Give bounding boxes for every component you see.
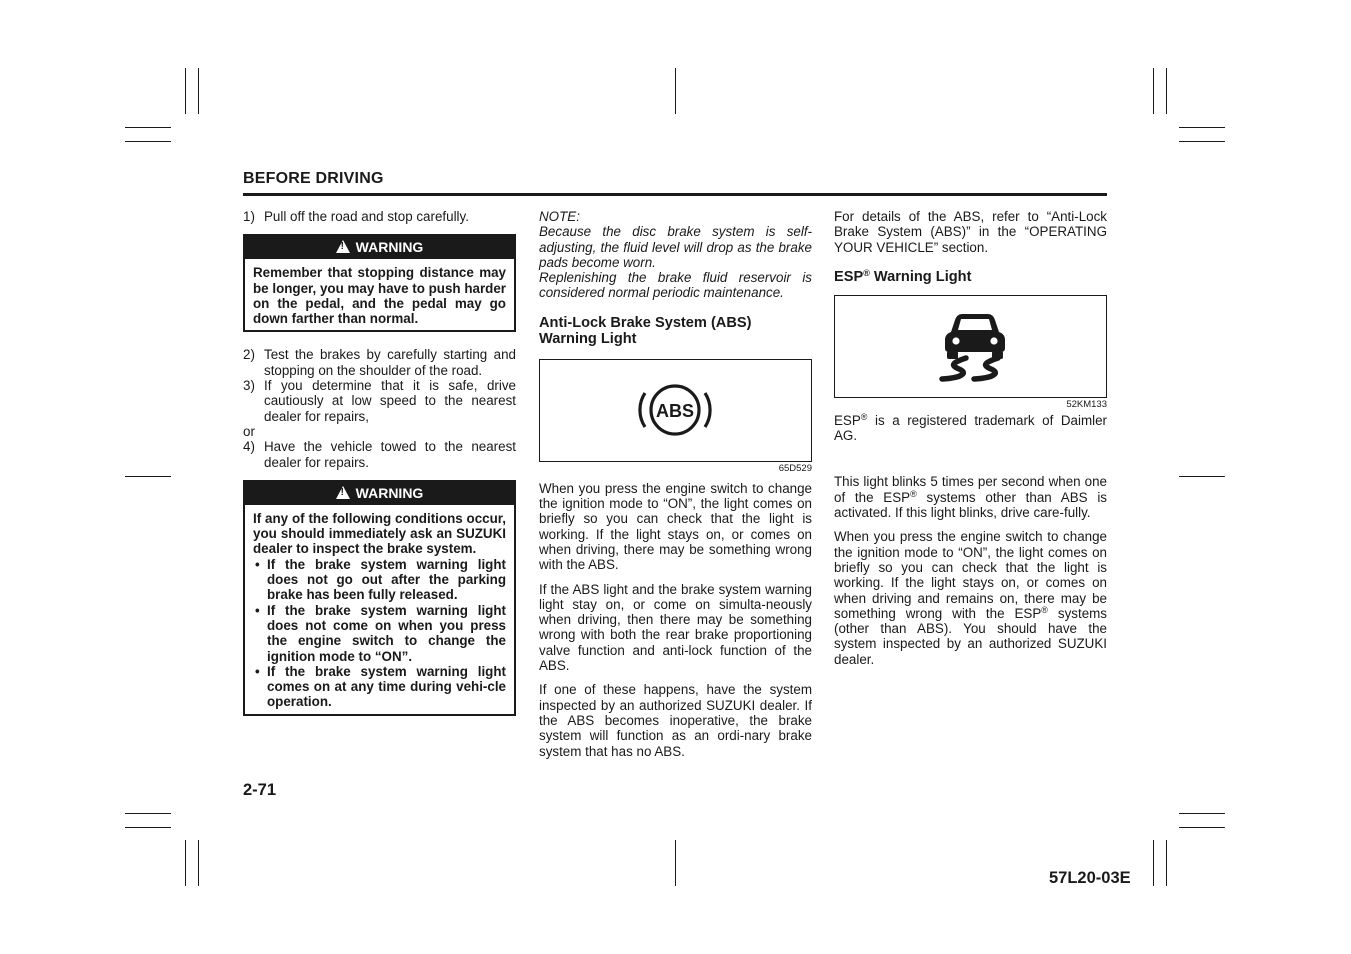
- page-number: 2-71: [243, 781, 277, 799]
- step-3: 3) If you determine that it is safe, drive cautiously at low speed to the nearest dealer for repairs,: [243, 378, 516, 424]
- step-4: 4) Have the vehicle towed to the nearest dealer for repairs.: [243, 439, 516, 470]
- warning-header: !WARNING: [245, 236, 514, 259]
- note-label: NOTE:: [539, 209, 580, 224]
- esp-heading: ESP® Warning Light: [834, 267, 972, 285]
- header-rule: [243, 193, 1107, 196]
- esp-trademark-note: ESP® is a registered trademark of Daimler AG.: [834, 411, 1107, 444]
- column-3: [834, 209, 1107, 667]
- abs-figure: [539, 359, 812, 462]
- document-code: 57L20-03E: [1049, 869, 1131, 887]
- note-line-1: Because the disc brake system is self-adjusting, the fluid level will drop as the brake pads become worn.: [539, 224, 812, 270]
- esp-skidding-car-icon: [835, 296, 1106, 397]
- abs-reference: For details of the ABS, refer to “Anti-Lock Brake System (ABS)” in the “OPERATING YOUR VEHICLE” section.: [834, 209, 1107, 255]
- or-text: or: [243, 423, 255, 439]
- step-1: 1) Pull off the road and stop carefully.: [243, 209, 469, 224]
- column-1: [243, 209, 516, 716]
- warning-bullet: • If the brake system warning light comes on at any time during vehi-cle operation.: [253, 664, 506, 710]
- warning-box-1: [243, 234, 516, 332]
- warning-intro: If any of the following conditions occur, you should immediately ask an SUZUKI dealer to inspect the brake system.: [253, 510, 506, 557]
- abs-paragraph-1: When you press the engine switch to change the ignition mode to “ON”, the light comes on briefly so you can check that the light is working. If the light stays on, or comes on when driving, there may be something wrong with the ABS.: [539, 480, 812, 573]
- abs-paragraph-2: If the ABS light and the brake system warning light stay on, or come on simulta-neously when driving, then there may be something wrong with both the rear brake proportioning valve function and anti-lock function of the ABS.: [539, 581, 812, 674]
- warning-triangle-icon: [336, 486, 350, 499]
- esp-blink-paragraph: This light blinks 5 times per second when one of the ESP® systems other than ABS is activated. If this light blinks, drive care-fully.: [834, 474, 1107, 521]
- warning-text: Remember that stopping distance may be longer, you may have to push harder on the pedal, and the pedal may go down farther than normal.: [253, 265, 506, 327]
- abs-figure-code: 65D529: [778, 462, 812, 474]
- abs-icon-label: ABS: [655, 400, 695, 421]
- abs-warning-icon: [540, 360, 811, 461]
- esp-check-paragraph: When you press the engine switch to change the ignition mode to “ON”, the light comes on briefly so you can check that the light is working. If the light stays on, or comes on when driving and remains on, there may be something wrong with the ESP® systems (other than ABS). You should have the system inspected by an authorized SUZUKI dealer.: [834, 529, 1107, 667]
- warning-bullet: • If the brake system warning light does not go out after the parking brake has been fully released.: [253, 557, 506, 603]
- note-line-2: Replenishing the brake fluid reservoir is considered normal periodic maintenance.: [539, 270, 812, 301]
- warning-box-2: [243, 480, 516, 716]
- step-2: 2) Test the brakes by carefully starting and stopping on the shoulder of the road.: [243, 347, 516, 378]
- warning-triangle-icon: [336, 240, 350, 253]
- abs-heading: Anti-Lock Brake System (ABS) Warning Light: [539, 314, 752, 347]
- warning-header: !WARNING: [245, 482, 514, 505]
- esp-figure: [834, 295, 1107, 398]
- abs-paragraph-3: If one of these happens, have the system inspected by an authorized SUZUKI dealer. If the ABS becomes inoperative, the brake system will function as an ordi-nary brake system that has no ABS.: [539, 682, 812, 759]
- esp-figure-code: 52KM133: [1066, 398, 1107, 410]
- column-2: [539, 209, 812, 759]
- section-title: BEFORE DRIVING: [243, 170, 384, 187]
- warning-bullet: • If the brake system warning light does not come on when you press the engine switch to change the ignition mode to “ON”.: [253, 603, 506, 664]
